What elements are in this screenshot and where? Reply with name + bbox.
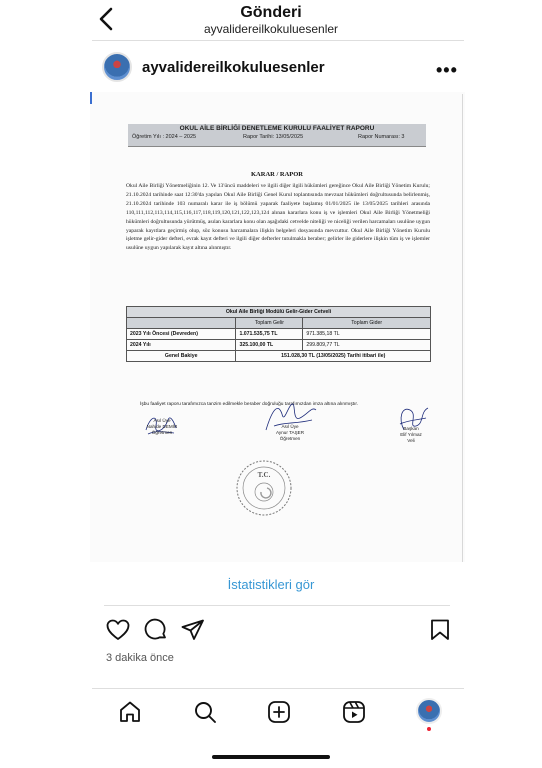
report-date: Rapor Tarihi: 13/05/2025 <box>243 134 304 140</box>
table-row <box>127 351 431 362</box>
signer-2-role: Asıl Üye <box>281 424 299 429</box>
signer-1-role: Asıl Üye <box>153 418 171 423</box>
post-timestamp: 3 dakika önce <box>106 652 174 664</box>
bookmark-icon[interactable] <box>430 619 450 641</box>
signer-2-title: Öğretmen <box>279 436 301 441</box>
table-cell: 2024 Yılı <box>127 340 236 351</box>
signer-1-title: Öğretmen <box>151 430 173 435</box>
report-year: Öğretim Yılı : 2024 – 2025 <box>132 134 197 140</box>
header-divider <box>92 40 464 41</box>
create-icon[interactable] <box>267 700 291 724</box>
comment-icon[interactable] <box>144 618 168 642</box>
table-caption: Okul Aile Birliği Modülü Gelir-Gider Cetveli <box>127 307 431 318</box>
share-icon[interactable] <box>181 619 205 641</box>
table-header: Toplam Gelir <box>236 318 303 329</box>
profile-avatar[interactable] <box>416 698 442 724</box>
report-heading: KARAR / RAPOR <box>251 171 303 178</box>
report-number: Rapor Numarası: 3 <box>358 134 405 140</box>
table-cell: 2023 Yılı Öncesi (Devreden) <box>127 329 236 340</box>
table-header <box>127 318 236 329</box>
stamp-text: T.C. <box>257 471 271 479</box>
page-title: Gönderi <box>240 4 302 21</box>
view-insights-link[interactable]: İstatistikleri gör <box>227 577 315 592</box>
search-icon[interactable] <box>193 700 217 724</box>
reels-icon[interactable] <box>342 700 366 724</box>
signer-3-title: Veli <box>407 438 415 443</box>
signer-3-name: Elif Yılmaz <box>400 432 422 437</box>
post-username[interactable]: ayvalidereilkokuluesenler <box>142 59 325 76</box>
signature-note: İşbu faaliyet raporu tarafımızca tanzim edilmekle beraber doğruluğu tarafımızdan imza altına alınmıştır. <box>140 402 359 407</box>
more-options-button[interactable]: ••• <box>436 60 458 80</box>
report-title: OKUL AİLE BİRLİĞİ DENETLEME KURULU FAALİYET RAPORU <box>179 125 375 132</box>
signer-3-role: Başkan <box>403 426 419 431</box>
table-cell: 325.100,00 TL <box>236 340 303 351</box>
table-row <box>127 329 431 340</box>
notification-dot <box>427 727 431 731</box>
image-edge-mark <box>90 92 92 104</box>
stats-divider <box>104 605 450 606</box>
nav-divider <box>92 688 464 689</box>
table-header: Toplam Gider <box>303 318 431 329</box>
avatar[interactable] <box>102 52 132 82</box>
image-frame <box>462 94 463 562</box>
official-stamp <box>235 459 293 517</box>
home-indicator <box>212 755 330 759</box>
signer-1-name: Nahide DEMİR <box>146 424 178 429</box>
balance-value: 151.028,30 TL (13/05/2025) Tarihi itibari ile) <box>236 351 431 362</box>
table-cell: 1.071.535,75 TL <box>236 329 303 340</box>
page-subtitle: ayvalidereilkokuluesenler <box>203 22 339 36</box>
balance-label: Genel Bakiye <box>127 351 236 362</box>
table-row <box>127 340 431 351</box>
finance-table <box>126 306 431 362</box>
heart-icon[interactable] <box>106 619 130 641</box>
report-body: Okul Aile Birliği Yönetmeliğinin 12. Ve 13'üncü maddeleri ve ilgili diğer ilgili hükümleri gereğince Okul Aile Birliği Yönetim Kurulu; 21.10.2024 tarihinde saat 12:30'da yapılan Okul Aile Birliği Genel Kurul toplantısında mevzuat hükümleri doğrultusunda belirlenmiş, 21.10.2024 tarihinde 103 numaralı karar ile iş bölümü yaparak faaliyete başlamış 01/01/2025 ile 13/05/2025 tarihleri arasında 110,111,112,113,114,115,116,117,118,119,120,121,122,123,124 alınan kararlara konu iş ve işlemleri Okul Aile Birliği Yönetmeliği hükümleri doğrultusunda yürütmüş, asılan kararlara konu olan aşağıdaki cetvelde niteliği ve niceliği verilen harcamaları usulüne uygun yaparak kayıtlara geçirmiş olup, söz konusu harcamalara ilişkin belgeleri dosyasında mevcuttur. Okul Aile Birliği Yönetim Kurulu işletme gelir-gider defteri, evrak kayıt defteri ve ilgili diğer defterler tutulmakla beraber; gelirler ile giderlere ilişkin tüm iş ve işlemler usulüne uygun yapılarak kayıt altına alınmıştır. <box>126 183 430 252</box>
table-cell: 299.809,77 TL <box>303 340 431 351</box>
table-cell: 971.385,18 TL <box>303 329 431 340</box>
signer-2-name: Aynur TAŞER <box>275 430 305 435</box>
home-icon[interactable] <box>118 700 142 724</box>
